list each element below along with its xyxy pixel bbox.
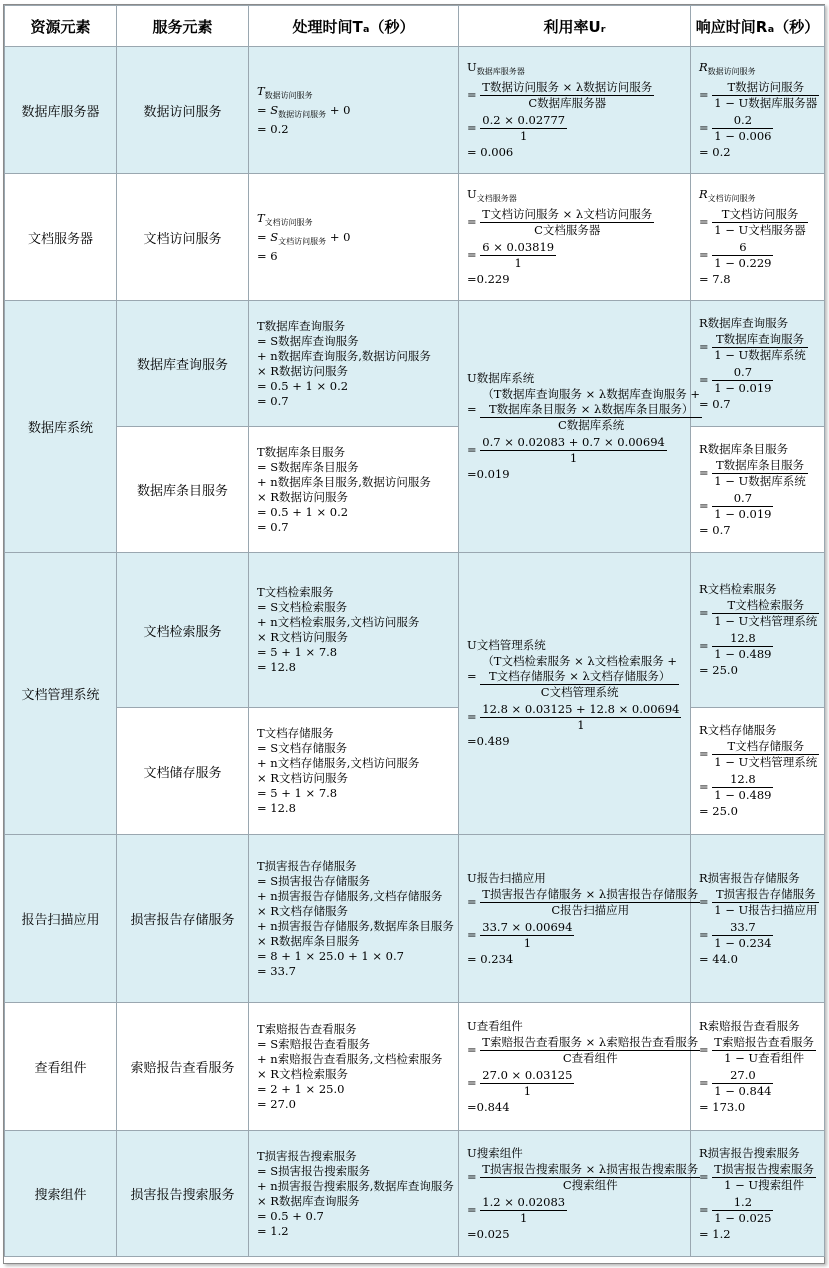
header-resource: 资源元素 <box>5 6 117 47</box>
time-cell: $T_{数据访问服务}$ = $S_{数据访问服务} + 0$ = 0.2 <box>249 47 459 174</box>
util-cell: U搜索组件 = $\frac{\text{T损害报告搜索服务 × λ损害报告搜索服务}}{\text{C搜索组件}}$ = $\frac{1.2 \times 0.02083}{1}$ =0.025 <box>459 1131 691 1257</box>
resp-cell: R索赔报告查看服务 = $\frac{\text{T索赔报告查看服务}}{\text{1 − U查看组件}}$ = $\frac{27.0}{1 - 0.844}$ = 173.0 <box>691 1003 825 1131</box>
util-cell: U文档管理系统 = （T文档检索服务 × λ文档检索服务 + T文档存储服务 × λ文档存储服务） C文档管理系统 = $\frac{12.8 \times 0.03125 + 12.8 \times 0.00694}{1}$ =0.489 <box>459 553 691 835</box>
time-cell: $T_{文档访问服务}$ = $S_{文档访问服务} + 0$ = 6 <box>249 174 459 301</box>
service-cell: 损害报告存储服务 <box>117 835 249 1003</box>
table-row <box>5 1003 825 1131</box>
resp-cell: $R_{文档访问服务}$ = $\frac{\text{T文档访问服务}}{\text{1 − U文档服务器}}$ = $\frac{6}{1 - 0.229}$ = 7.8 <box>691 174 825 301</box>
table-row <box>5 47 825 174</box>
time-cell: T索赔报告查看服务 = S索赔报告查看服务 + n索赔报告查看服务,文档检索服务 × R文档检索服务 = 2 + 1 × 25.0 = 27.0 <box>249 1003 459 1131</box>
resp-cell: R数据库条目服务 = $\frac{\text{T数据库条目服务}}{\text{1 − U数据库系统}}$ = $\frac{0.7}{1 - 0.019}$ = 0.7 <box>691 427 825 553</box>
service-cell: 数据库查询服务 <box>117 301 249 427</box>
performance-table <box>4 5 825 1257</box>
resource-cell: 查看组件 <box>5 1003 117 1131</box>
table-row <box>5 553 825 708</box>
util-cell: U报告扫描应用 = $\frac{\text{T损害报告存储服务 × λ损害报告存储服务}}{\text{C报告扫描应用}}$ = $\frac{33.7 \times 0.00694}{1}$ = 0.234 <box>459 835 691 1003</box>
service-cell: 文档检索服务 <box>117 553 249 708</box>
service-cell: 索赔报告查看服务 <box>117 1003 249 1131</box>
resource-cell: 文档服务器 <box>5 174 117 301</box>
time-cell: T损害报告存储服务 = S损害报告存储服务 + n损害报告存储服务,文档存储服务 × R文档存储服务 + n损害报告存储服务,数据库条目服务 × R数据库条目服务 = 8 + 1 × 25.0 + 1 × 0.7 = 33.7 <box>249 835 459 1003</box>
service-cell: 文档储存服务 <box>117 708 249 835</box>
time-cell: T文档检索服务 = S文档检索服务 + n文档检索服务,文档访问服务 × R文档访问服务 = 5 + 1 × 7.8 = 12.8 <box>249 553 459 708</box>
table-row <box>5 174 825 301</box>
resp-cell: R文档存储服务 = $\frac{\text{T文档存储服务}}{\text{1 − U文档管理系统}}$ = $\frac{12.8}{1 - 0.489}$ = 25.0 <box>691 708 825 835</box>
resource-cell: 文档管理系统 <box>5 553 117 835</box>
resp-cell: R文档检索服务 = $\frac{\text{T文档检索服务}}{\text{1 − U文档管理系统}}$ = $\frac{12.8}{1 - 0.489}$ = 25.0 <box>691 553 825 708</box>
header-row <box>5 6 825 47</box>
performance-table-sheet <box>3 4 825 1264</box>
time-cell: T损害报告搜索服务 = S损害报告搜索服务 + n损害报告搜索服务,数据库查询服务 × R数据库查询服务 = 0.5 + 0.7 = 1.2 <box>249 1131 459 1257</box>
table-row <box>5 708 825 835</box>
resp-cell: R损害报告存储服务 = $\frac{\text{T损害报告存储服务}}{\text{1 − U报告扫描应用}}$ = $\frac{33.7}{1 - 0.234}$ = 44.0 <box>691 835 825 1003</box>
service-cell: 损害报告搜索服务 <box>117 1131 249 1257</box>
service-cell: 文档访问服务 <box>117 174 249 301</box>
header-time: 处理时间Tₐ（秒） <box>249 6 459 47</box>
time-cell: T数据库条目服务 = S数据库条目服务 + n数据库条目服务,数据访问服务 × R数据访问服务 = 0.5 + 1 × 0.2 = 0.7 <box>249 427 459 553</box>
util-cell: U数据库系统 = （T数据库查询服务 × λ数据库查询服务 + T数据库条目服务 × λ数据库条目服务） C数据库系统 = $\frac{0.7 \times 0.02083 + 0.7 \times 0.00694}{1}$ =0.019 <box>459 301 691 553</box>
resp-cell: R损害报告搜索服务 = $\frac{\text{T损害报告搜索服务}}{\text{1 − U搜索组件}}$ = $\frac{1.2}{1 - 0.025}$ = 1.2 <box>691 1131 825 1257</box>
header-service: 服务元素 <box>117 6 249 47</box>
header-resp: 响应时间Rₐ（秒） <box>691 6 825 47</box>
time-cell: T文档存储服务 = S文档存储服务 + n文档存储服务,文档访问服务 × R文档访问服务 = 5 + 1 × 7.8 = 12.8 <box>249 708 459 835</box>
service-cell: 数据库条目服务 <box>117 427 249 553</box>
service-cell: 数据访问服务 <box>117 47 249 174</box>
resource-cell: 报告扫描应用 <box>5 835 117 1003</box>
resp-cell: R数据库查询服务 = $\frac{\text{T数据库查询服务}}{\text{1 − U数据库系统}}$ = $\frac{0.7}{1 - 0.019}$ = 0.7 <box>691 301 825 427</box>
util-cell: U查看组件 = $\frac{\text{T索赔报告查看服务 × λ索赔报告查看服务}}{\text{C查看组件}}$ = $\frac{27.0 \times 0.03125}{1}$ =0.844 <box>459 1003 691 1131</box>
resource-cell: 数据库服务器 <box>5 47 117 174</box>
table-row <box>5 301 825 427</box>
header-util: 利用率Uᵣ <box>459 6 691 47</box>
util-cell: $U_{数据库服务器}$ = $\frac{\text{T数据访问服务 × λ数据访问服务}}{\text{C数据库服务器}}$ = $\frac{0.2 \times 0.02777}{1}$ = 0.006 <box>459 47 691 174</box>
util-cell: $U_{文档服务器}$ = $\frac{\text{T文档访问服务 × λ文档访问服务}}{\text{C文档服务器}}$ = $\frac{6 \times 0.03819}{1}$ =0.229 <box>459 174 691 301</box>
resource-cell: 搜索组件 <box>5 1131 117 1257</box>
table-row <box>5 1131 825 1257</box>
table-row <box>5 835 825 1003</box>
resource-cell: 数据库系统 <box>5 301 117 553</box>
resp-cell: $R_{数据访问服务}$ = $\frac{\text{T数据访问服务}}{\text{1 − U数据库服务器}}$ = $\frac{0.2}{1 - 0.006}$ = 0.2 <box>691 47 825 174</box>
time-cell: T数据库查询服务 = S数据库查询服务 + n数据库查询服务,数据访问服务 × R数据访问服务 = 0.5 + 1 × 0.2 = 0.7 <box>249 301 459 427</box>
table-row <box>5 427 825 553</box>
